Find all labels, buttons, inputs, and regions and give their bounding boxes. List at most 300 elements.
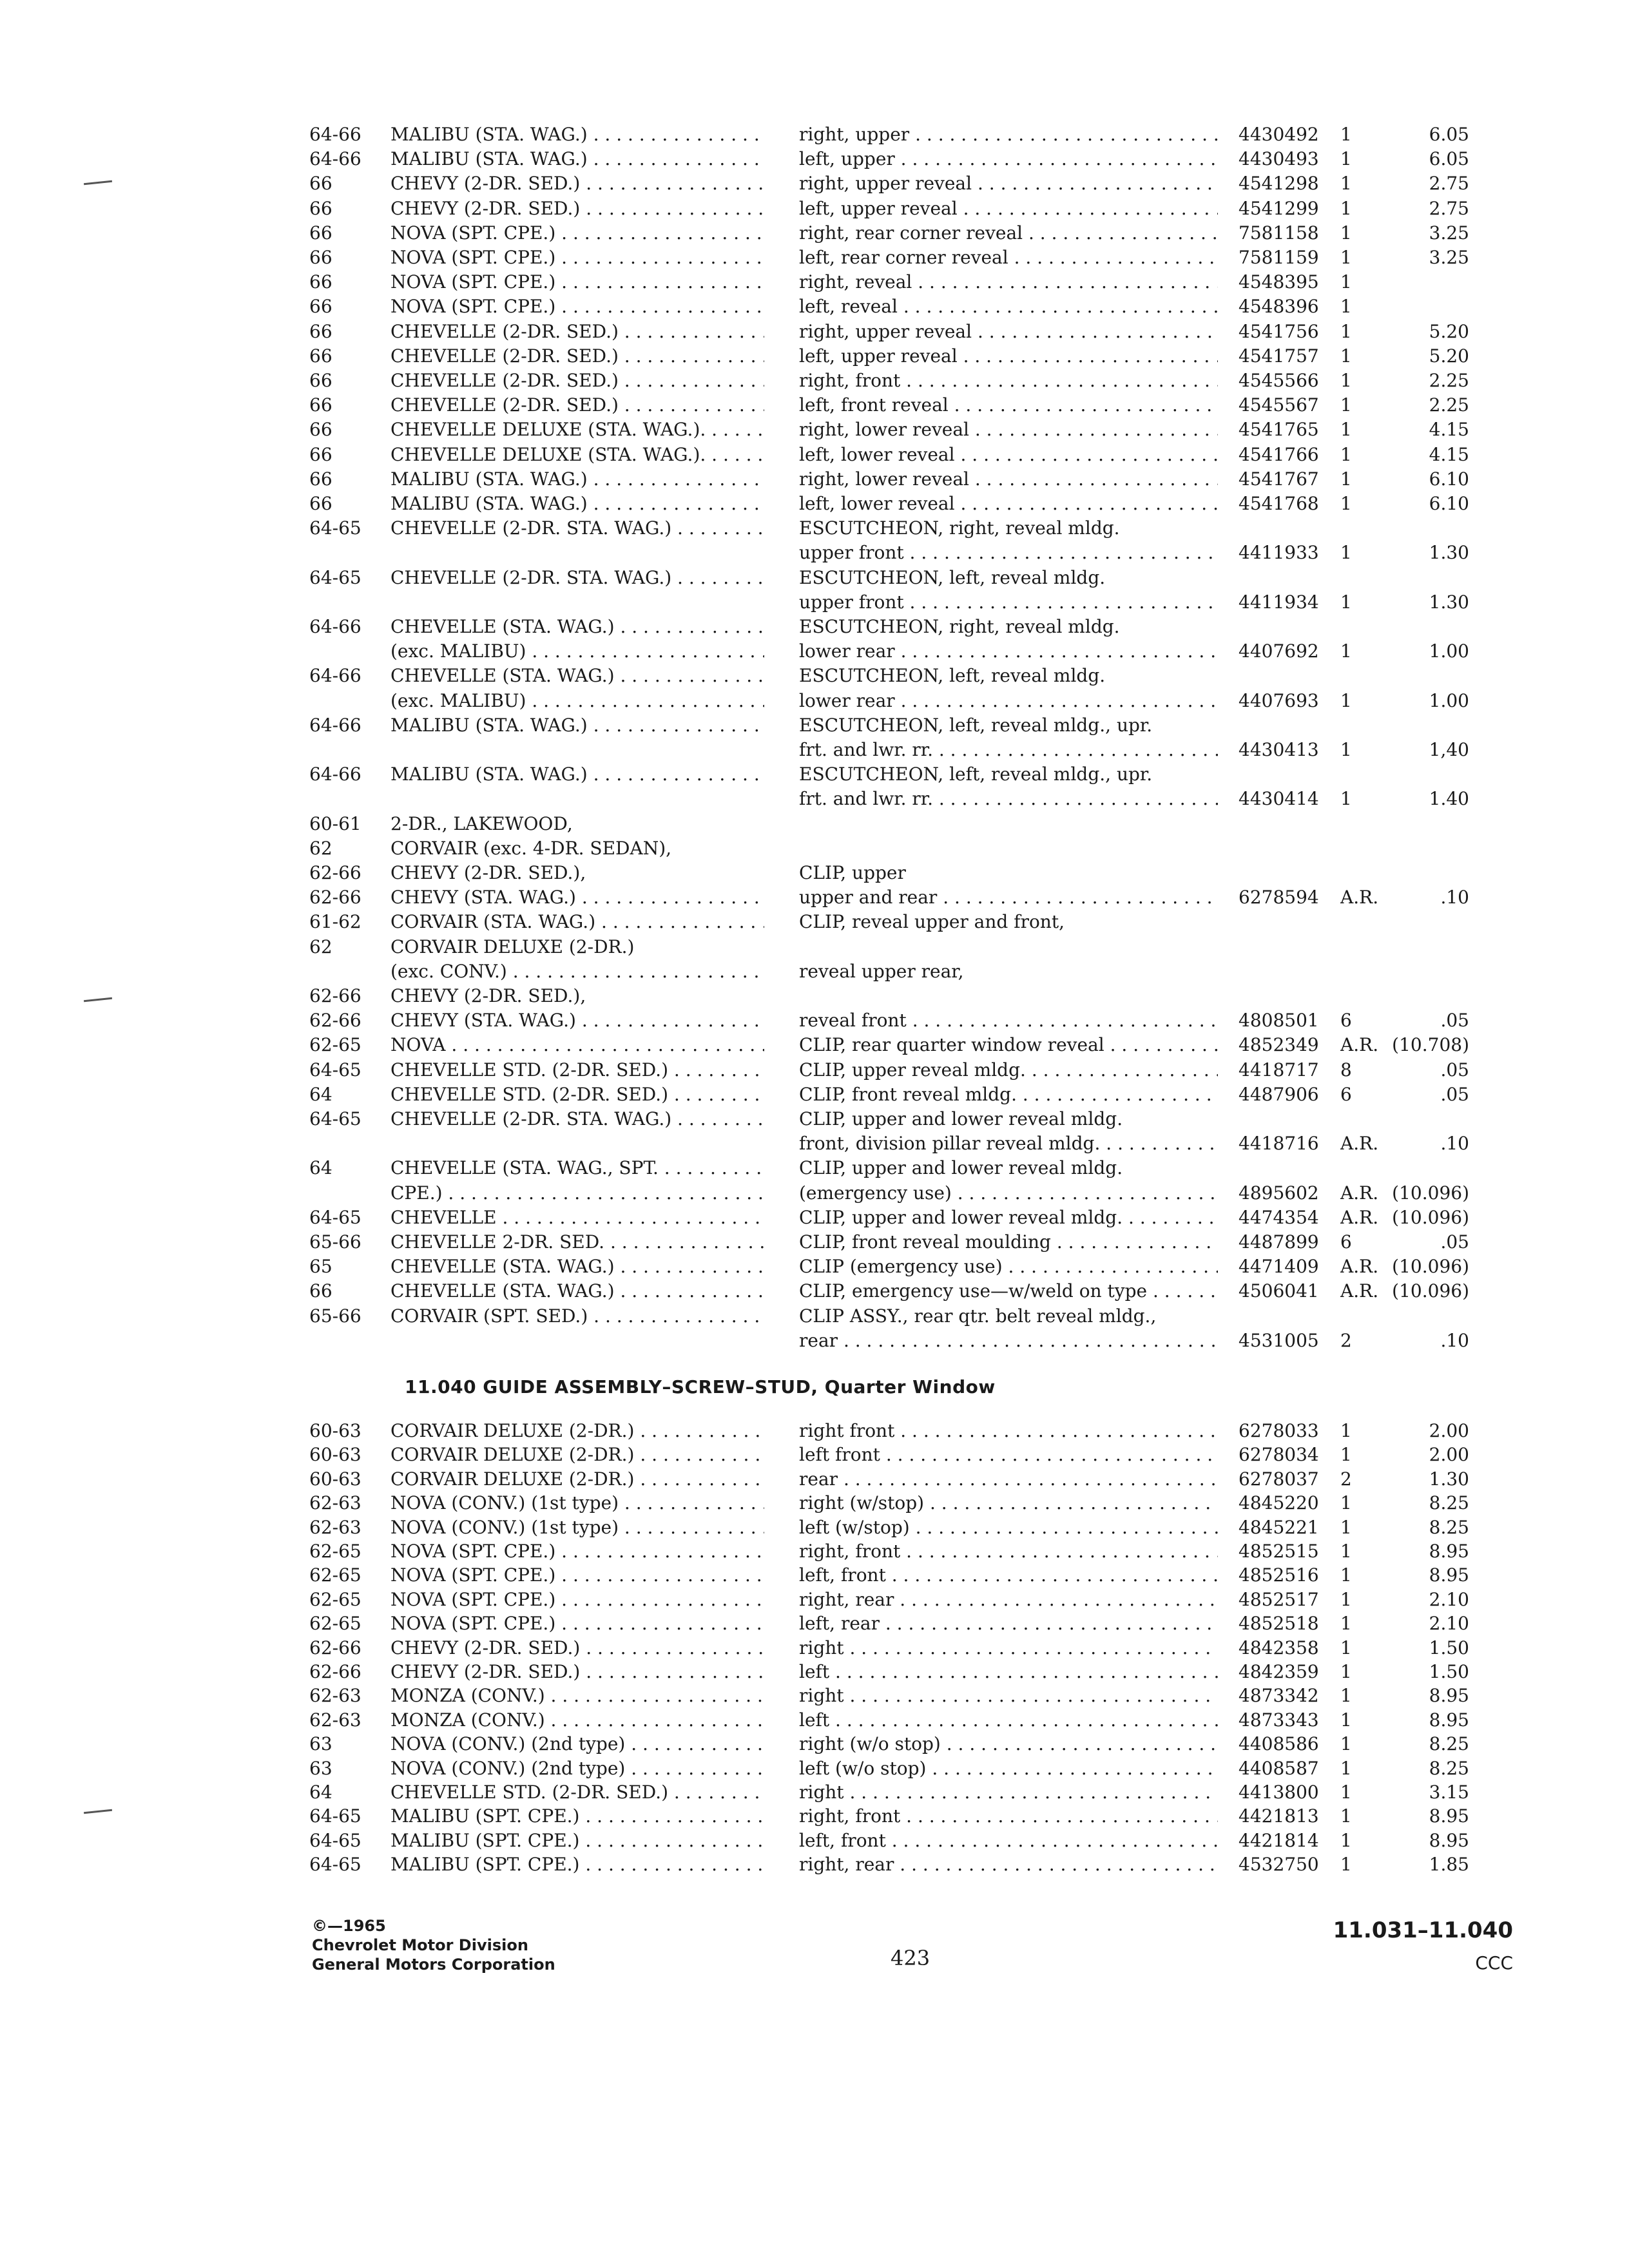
model-name: MALIBU (STA. WAG.) . . . [390, 147, 764, 171]
table-row [0, 689, 1629, 713]
quantity: 1 [1340, 591, 1352, 613]
quantity: 1 [1340, 468, 1352, 490]
part-number: 4873343 [1239, 1709, 1319, 1731]
part-description: CLIP (emergency use) . . . [799, 1254, 1218, 1279]
model-name: NOVA (CONV.) (1st type) . . . [390, 1491, 764, 1515]
price: .05 [1440, 1059, 1469, 1081]
year-range: 66 [309, 1280, 333, 1302]
part-number: 4541765 [1239, 419, 1319, 441]
year-range: 62-63 [309, 1516, 361, 1538]
part-description: left . . . [799, 1660, 1218, 1684]
year-range: 62-63 [309, 1685, 361, 1707]
part-description: right, front . . . [799, 1539, 1218, 1564]
table-row [0, 1329, 1629, 1353]
price: 2.10 [1429, 1613, 1469, 1635]
part-description: right, upper reveal . . . [799, 171, 1218, 196]
model-name: CHEVELLE (STA. WAG.) . . . [390, 1254, 764, 1279]
year-range: 66 [309, 247, 333, 268]
model-name: CPE.) . . . [390, 1181, 764, 1206]
model-name: CHEVY (2-DR. SED.) . . . [390, 1636, 764, 1660]
part-number: 4842358 [1239, 1637, 1319, 1658]
part-description: frt. and lwr. rr. . . . [799, 738, 1218, 762]
year-range: 64-66 [309, 124, 361, 145]
section-heading: 11.040 GUIDE ASSEMBLY–SCREW–STUD, Quarter Window [405, 1376, 996, 1398]
table-row [0, 245, 1629, 270]
price: 1.30 [1429, 542, 1469, 564]
quantity: 1 [1340, 1661, 1352, 1682]
part-number: 4541756 [1239, 320, 1319, 342]
price: 2.00 [1429, 1420, 1469, 1441]
quantity: A.R. [1340, 887, 1379, 908]
part-number: 4541299 [1239, 197, 1319, 219]
quantity: 1 [1340, 1829, 1352, 1851]
part-description: right, front . . . [799, 369, 1218, 393]
price: 1.85 [1429, 1854, 1469, 1876]
model-name: CORVAIR (exc. 4-DR. SEDAN), [390, 837, 672, 859]
year-range: 64-66 [309, 714, 361, 736]
price: (10.096) [1392, 1256, 1469, 1278]
part-number: 4411933 [1239, 542, 1319, 564]
model-name: CHEVELLE (2-DR. SED.) . . . [390, 320, 764, 344]
model-name: CORVAIR DELUXE (2-DR.) . . . [390, 1443, 764, 1467]
part-description: CLIP, front reveal mldg. . . . [799, 1082, 1218, 1107]
price: 6.10 [1429, 468, 1469, 490]
page-number: 423 [891, 1946, 930, 1970]
price: 1.40 [1429, 788, 1469, 810]
quantity: 8 [1340, 1059, 1352, 1081]
table-row [0, 541, 1629, 565]
part-description: ESCUTCHEON, right, reveal mldg. [799, 517, 1120, 539]
quantity: 1 [1340, 296, 1352, 318]
table-row [0, 1804, 1629, 1829]
part-number: 4541767 [1239, 468, 1319, 490]
part-description: ESCUTCHEON, left, reveal mldg., upr. [799, 714, 1153, 736]
table-row [0, 1082, 1629, 1107]
model-name: CHEVELLE (2-DR. STA. WAG.) . . . [390, 1107, 764, 1131]
table-row [0, 467, 1629, 492]
table-row [0, 1107, 1629, 1131]
year-range: 64 [309, 1083, 333, 1105]
quantity: 2 [1340, 1329, 1352, 1351]
quantity: 1 [1340, 1588, 1352, 1610]
quantity: 1 [1340, 419, 1352, 441]
quantity: 1 [1340, 320, 1352, 342]
model-name: MALIBU (SPT. CPE.) . . . [390, 1804, 764, 1829]
table-row [0, 516, 1629, 541]
table-row [0, 1058, 1629, 1082]
price: 1.30 [1429, 1468, 1469, 1490]
year-range: 62-65 [309, 1541, 361, 1562]
year-range: 62-63 [309, 1492, 361, 1514]
part-description: ESCUTCHEON, left, reveal mldg. [799, 566, 1106, 588]
part-description: CLIP, upper and lower reveal mldg. [799, 1108, 1123, 1129]
part-description: right . . . [799, 1684, 1218, 1708]
model-name: CHEVELLE (2-DR. SED.) . . . [390, 393, 764, 418]
publisher-block [312, 1916, 555, 1974]
price: 1.30 [1429, 591, 1469, 613]
part-number: 4421814 [1239, 1829, 1319, 1851]
price: 8.25 [1429, 1733, 1469, 1755]
quantity: 1 [1340, 222, 1352, 244]
part-description: left, rear corner reveal . . . [799, 245, 1218, 270]
price: 8.95 [1429, 1709, 1469, 1731]
quantity: 1 [1340, 247, 1352, 268]
part-number: 4842359 [1239, 1661, 1319, 1682]
year-range: 64-65 [309, 1206, 361, 1228]
model-name: NOVA (SPT. CPE.) . . . [390, 270, 764, 294]
price: 8.25 [1429, 1516, 1469, 1538]
table-row [0, 861, 1629, 885]
model-name: CHEVY (2-DR. SED.), [390, 985, 586, 1006]
price: 6.10 [1429, 493, 1469, 514]
price: 3.25 [1429, 247, 1469, 268]
part-description: upper front . . . [799, 590, 1218, 615]
price: 5.20 [1429, 345, 1469, 367]
quantity: 1 [1340, 1492, 1352, 1514]
quantity: 1 [1340, 1782, 1352, 1803]
table-row [0, 615, 1629, 639]
part-description: right, front . . . [799, 1804, 1218, 1829]
price: 8.95 [1429, 1564, 1469, 1586]
model-name: CORVAIR DELUXE (2-DR.) . . . [390, 1419, 764, 1443]
part-number: 4407693 [1239, 689, 1319, 711]
price: 2.25 [1429, 394, 1469, 416]
table-row [0, 836, 1629, 861]
part-description: (emergency use) . . . [799, 1181, 1218, 1206]
year-range: 66 [309, 296, 333, 318]
table-row [0, 320, 1629, 344]
price: 8.95 [1429, 1541, 1469, 1562]
quantity: 1 [1340, 394, 1352, 416]
part-description: CLIP, upper reveal mldg. . . . [799, 1058, 1218, 1082]
table-row [0, 1230, 1629, 1254]
table-row [0, 492, 1629, 516]
model-name: CHEVY (STA. WAG.) . . . [390, 1008, 764, 1033]
model-name: NOVA (SPT. CPE.) . . . [390, 1611, 764, 1636]
model-name: MALIBU (SPT. CPE.) . . . [390, 1852, 764, 1877]
table-row [0, 1588, 1629, 1612]
year-range: 64-65 [309, 566, 361, 588]
part-number: 4430413 [1239, 739, 1319, 760]
year-range: 60-63 [309, 1444, 361, 1466]
part-description: left . . . [799, 1708, 1218, 1733]
part-number: 7581159 [1239, 247, 1319, 268]
part-number: 4541757 [1239, 345, 1319, 367]
part-number: 4548396 [1239, 296, 1319, 318]
quantity: 2 [1340, 1468, 1352, 1490]
table-row [0, 171, 1629, 196]
part-number: 4418717 [1239, 1059, 1319, 1081]
price: .10 [1440, 1133, 1469, 1155]
model-name: MALIBU (STA. WAG.) . . . [390, 467, 764, 492]
year-range: 64-65 [309, 1059, 361, 1081]
part-number: 4418716 [1239, 1133, 1319, 1155]
price: 6.05 [1429, 148, 1469, 170]
part-number: 4852349 [1239, 1034, 1319, 1056]
model-name: CHEVELLE (2-DR. STA. WAG.) . . . [390, 566, 764, 590]
model-name: CHEVELLE (2-DR. SED.) . . . [390, 369, 764, 393]
part-number: 4407692 [1239, 640, 1319, 662]
part-description: left (w/stop) . . . [799, 1515, 1218, 1540]
price: 4.15 [1429, 443, 1469, 465]
price: .05 [1440, 1010, 1469, 1032]
part-number: 4408586 [1239, 1733, 1319, 1755]
table-row [0, 590, 1629, 615]
model-name: CORVAIR DELUXE (2-DR.) [390, 936, 635, 957]
model-name: NOVA (SPT. CPE.) . . . [390, 1563, 764, 1588]
price: 8.95 [1429, 1829, 1469, 1851]
part-description: upper and rear . . . [799, 885, 1218, 910]
part-number: 4845220 [1239, 1492, 1319, 1514]
year-range: 66 [309, 443, 333, 465]
part-description: ESCUTCHEON, right, reveal mldg. [799, 616, 1120, 637]
part-number: 4545567 [1239, 394, 1319, 416]
year-range: 60-61 [309, 812, 361, 834]
table-row [0, 1008, 1629, 1033]
model-name: (exc. MALIBU) . . . [390, 689, 764, 713]
quantity: 1 [1340, 739, 1352, 760]
model-name: MALIBU (STA. WAG.) . . . [390, 713, 764, 738]
quantity: 1 [1340, 271, 1352, 293]
year-range: 63 [309, 1733, 333, 1755]
year-range: 66 [309, 394, 333, 416]
price: .05 [1440, 1083, 1469, 1105]
model-name: NOVA (SPT. CPE.) . . . [390, 1588, 764, 1612]
part-number: 4852516 [1239, 1564, 1319, 1586]
table-row [0, 270, 1629, 294]
table-row [0, 122, 1629, 147]
price: 2.25 [1429, 370, 1469, 391]
price: (10.096) [1392, 1280, 1469, 1302]
part-number: 4474354 [1239, 1206, 1319, 1228]
price: (10.096) [1392, 1206, 1469, 1228]
table-row [0, 1131, 1629, 1156]
model-name: CHEVELLE DELUXE (STA. WAG.). . . . [390, 443, 764, 467]
part-number: 4852515 [1239, 1541, 1319, 1562]
part-description: left, rear . . . [799, 1611, 1218, 1636]
part-description: reveal front . . . [799, 1008, 1218, 1033]
part-number: 6278594 [1239, 887, 1319, 908]
year-range: 66 [309, 173, 333, 195]
quantity: 1 [1340, 1564, 1352, 1586]
table-row [0, 1515, 1629, 1540]
part-number: 4541298 [1239, 173, 1319, 195]
quantity: A.R. [1340, 1256, 1379, 1278]
year-range: 64-65 [309, 1854, 361, 1876]
model-name: MALIBU (SPT. CPE.) . . . [390, 1829, 764, 1853]
part-description: lower rear . . . [799, 689, 1218, 713]
year-range: 66 [309, 468, 333, 490]
quantity: 1 [1340, 1516, 1352, 1538]
year-range: 62-65 [309, 1564, 361, 1586]
year-range: 64-66 [309, 616, 361, 637]
table-row [0, 713, 1629, 738]
part-number: 4541768 [1239, 493, 1319, 514]
part-description: left front . . . [799, 1443, 1218, 1467]
part-number: 4430493 [1239, 148, 1319, 170]
model-name: CHEVELLE (STA. WAG.) . . . [390, 1279, 764, 1303]
table-row [0, 294, 1629, 319]
division-name: Chevrolet Motor Division [312, 1936, 528, 1954]
quantity: 1 [1340, 689, 1352, 711]
part-number: 4411934 [1239, 591, 1319, 613]
part-number: 4873342 [1239, 1685, 1319, 1707]
part-description: left, lower reveal . . . [799, 443, 1218, 467]
year-range: 62-66 [309, 985, 361, 1006]
quantity: 1 [1340, 640, 1352, 662]
part-description: right, upper . . . [799, 122, 1218, 147]
table-row [0, 393, 1629, 418]
year-range: 66 [309, 222, 333, 244]
part-description: left, upper reveal . . . [799, 344, 1218, 369]
part-description: CLIP, emergency use—w/weld on type . . . [799, 1279, 1218, 1303]
part-description: CLIP, front reveal moulding . . . [799, 1230, 1218, 1254]
part-description: CLIP ASSY., rear qtr. belt reveal mldg., [799, 1305, 1157, 1327]
part-description: right (w/o stop) . . . [799, 1732, 1218, 1756]
part-description: ESCUTCHEON, left, reveal mldg., upr. [799, 764, 1153, 785]
table-row [0, 959, 1629, 984]
part-description: CLIP, upper and lower reveal mldg. [799, 1157, 1123, 1179]
price: 2.75 [1429, 173, 1469, 195]
table-row [0, 1206, 1629, 1230]
year-range: 64 [309, 1157, 333, 1179]
part-number: 7581158 [1239, 222, 1319, 244]
quantity: 1 [1340, 1637, 1352, 1658]
part-description: right (w/stop) . . . [799, 1491, 1218, 1515]
year-range: 62-63 [309, 1709, 361, 1731]
year-range: 60-63 [309, 1420, 361, 1441]
price: .10 [1440, 1329, 1469, 1351]
model-name: NOVA (CONV.) (1st type) . . . [390, 1515, 764, 1540]
table-row [0, 1181, 1629, 1206]
model-name: CHEVY (STA. WAG.) . . . [390, 885, 764, 910]
price: 8.25 [1429, 1757, 1469, 1779]
part-number: 4413800 [1239, 1782, 1319, 1803]
quantity: 1 [1340, 1613, 1352, 1635]
quantity: 1 [1340, 542, 1352, 564]
table-row [0, 787, 1629, 811]
year-range: 62-65 [309, 1613, 361, 1635]
part-number: 4545566 [1239, 370, 1319, 391]
quantity: A.R. [1340, 1182, 1379, 1204]
part-number: 4541766 [1239, 443, 1319, 465]
part-description: rear . . . [799, 1467, 1218, 1492]
table-row [0, 1829, 1629, 1853]
model-name: NOVA (SPT. CPE.) . . . [390, 245, 764, 270]
model-name: (exc. MALIBU) . . . [390, 639, 764, 664]
part-description: CLIP, reveal upper and front, [799, 911, 1065, 933]
model-name: MONZA (CONV.) . . . [390, 1708, 764, 1733]
year-range: 62-66 [309, 1010, 361, 1032]
table-row [0, 418, 1629, 442]
part-number: 4430414 [1239, 788, 1319, 810]
table-row [0, 1684, 1629, 1708]
part-description: left (w/o stop) . . . [799, 1756, 1218, 1781]
part-description: left, reveal . . . [799, 294, 1218, 319]
year-range: 64-65 [309, 1108, 361, 1129]
table-row [0, 369, 1629, 393]
quantity: 6 [1340, 1231, 1352, 1253]
price: 3.25 [1429, 222, 1469, 244]
year-range: 60-63 [309, 1468, 361, 1490]
part-number: 4506041 [1239, 1280, 1319, 1302]
model-name: MALIBU (STA. WAG.) . . . [390, 762, 764, 787]
table-row [0, 1491, 1629, 1515]
quantity: 1 [1340, 1541, 1352, 1562]
year-range: 62-66 [309, 1661, 361, 1682]
price: 8.95 [1429, 1805, 1469, 1827]
year-range: 64-65 [309, 517, 361, 539]
year-range: 62-66 [309, 887, 361, 908]
model-name: CHEVELLE (2-DR. STA. WAG.) . . . [390, 516, 764, 541]
part-description: right, lower reveal . . . [799, 467, 1218, 492]
price: 1,40 [1429, 739, 1469, 760]
part-description: left, upper reveal . . . [799, 197, 1218, 221]
year-range: 66 [309, 370, 333, 391]
part-description: right . . . [799, 1780, 1218, 1805]
model-name: CORVAIR (STA. WAG.) . . . [390, 910, 764, 934]
quantity: A.R. [1340, 1280, 1379, 1302]
quantity: 1 [1340, 1444, 1352, 1466]
year-range: 66 [309, 320, 333, 342]
model-name: NOVA . . . [390, 1033, 764, 1057]
quantity: 1 [1340, 493, 1352, 514]
part-description: front, division pillar reveal mldg. . . . [799, 1131, 1218, 1156]
table-row [0, 344, 1629, 369]
model-name: CHEVELLE (STA. WAG.) . . . [390, 664, 764, 688]
model-name: CHEVELLE . . . [390, 1206, 764, 1230]
quantity: 6 [1340, 1010, 1352, 1032]
table-row [0, 1563, 1629, 1588]
table-row [0, 910, 1629, 934]
table-row [0, 1660, 1629, 1684]
table-row [0, 566, 1629, 590]
table-row [0, 1033, 1629, 1057]
model-name: 2-DR., LAKEWOOD, [390, 812, 573, 834]
price: .10 [1440, 887, 1469, 908]
model-name: CHEVELLE (STA. WAG.) . . . [390, 615, 764, 639]
model-name: CHEVY (2-DR. SED.) . . . [390, 197, 764, 221]
quantity: A.R. [1340, 1206, 1379, 1228]
part-description: left, lower reveal . . . [799, 492, 1218, 516]
model-name: NOVA (CONV.) (2nd type) . . . [390, 1732, 764, 1756]
model-name: CHEVELLE DELUXE (STA. WAG.). . . . [390, 418, 764, 442]
part-number: 4852517 [1239, 1588, 1319, 1610]
price: 2.75 [1429, 197, 1469, 219]
table-row [0, 1443, 1629, 1467]
part-description: right, lower reveal . . . [799, 418, 1218, 442]
part-description: CLIP, rear quarter window reveal . . . [799, 1033, 1218, 1057]
price: 1.00 [1429, 689, 1469, 711]
quantity: 1 [1340, 345, 1352, 367]
part-description: CLIP, upper [799, 862, 906, 883]
part-number: 4548395 [1239, 271, 1319, 293]
table-row [0, 1419, 1629, 1443]
part-number: 4532750 [1239, 1854, 1319, 1876]
quantity: 1 [1340, 443, 1352, 465]
table-row [0, 1156, 1629, 1180]
year-range: 64 [309, 1782, 333, 1803]
part-description: left, upper . . . [799, 147, 1218, 171]
price: 6.05 [1429, 124, 1469, 145]
part-number: 4487899 [1239, 1231, 1319, 1253]
table-row [0, 1636, 1629, 1660]
year-range: 66 [309, 419, 333, 441]
part-description: left, front reveal . . . [799, 393, 1218, 418]
part-description: right . . . [799, 1636, 1218, 1660]
part-number: 4895602 [1239, 1182, 1319, 1204]
year-range: 66 [309, 271, 333, 293]
